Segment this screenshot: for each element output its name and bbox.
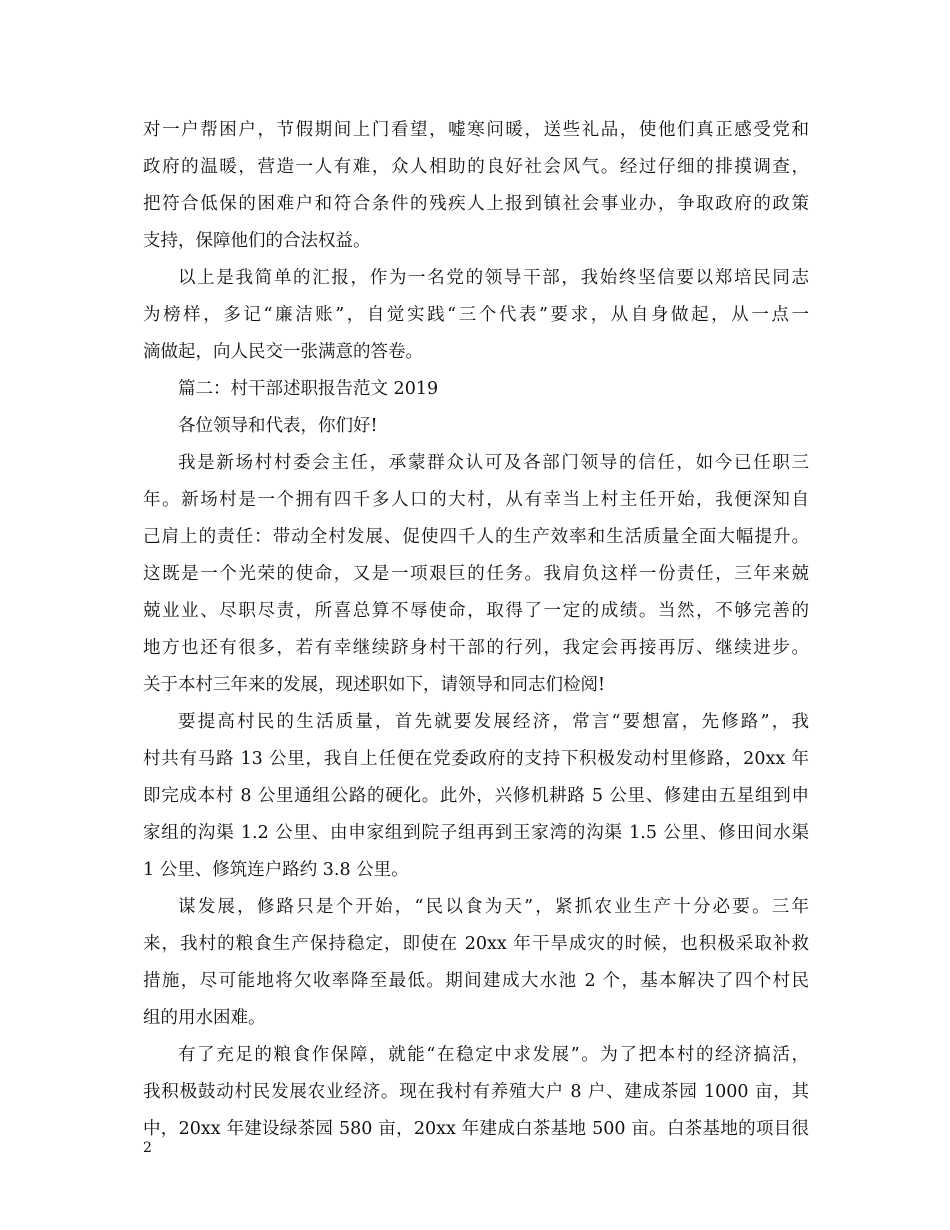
- text-line: 我积极鼓动村民发展农业经济。现在我村有养殖大户 8 户、建成茶园 1000 亩，其: [143, 1082, 809, 1102]
- text-line: 关于本村三年来的发展，现述职如下，请领导和同志们检阅!: [143, 675, 606, 695]
- text-line: 村共有马路 13 公里，我自上任便在党委政府的支持下积极发动村里修路，20xx 年: [143, 749, 809, 769]
- page-number: 2: [143, 1140, 152, 1156]
- text-line: 即完成本村 8 公里通组公路的硬化。此外，兴修机耕路 5 公里、修建由五星组到申: [143, 786, 809, 806]
- text-line: 中，20xx 年建设绿茶园 580 亩，20xx 年建成白茶基地 500 亩。白茶基地的项目很: [143, 1119, 809, 1139]
- text-line: 己肩上的责任：带动全村发展、促使四千人的生产效率和生活质量全面大幅提升。: [143, 527, 809, 547]
- text-line: 为榜样，多记“廉洁账”，自觉实践“三个代表”要求，从自身做起，从一点一: [143, 305, 809, 325]
- text-line: 组的用水困难。: [143, 1008, 266, 1028]
- text-line: 兢业业、尽职尽责，所喜总算不辱使命，取得了一定的成绩。当然，不够完善的: [143, 601, 809, 621]
- document-body: [143, 112, 809, 1148]
- text-line: 年。新场村是一个拥有四千多人口的大村，从有幸当上村主任开始，我便深知自: [143, 490, 809, 510]
- text-line: 措施，尽可能地将欠收率降至最低。期间建成大水池 2 个，基本解决了四个村民: [143, 971, 809, 991]
- text-line: 要提高村民的生活质量，首先就要发展经济，常言“要想富，先修路”，我: [178, 712, 809, 732]
- text-line: 这既是一个光荣的使命，又是一项艰巨的任务。我肩负这样一份责任，三年来兢: [143, 564, 809, 584]
- salutation: 各位领导和代表，你们好!: [178, 416, 378, 436]
- text-line: 滴做起，向人民交一张满意的答卷。: [143, 342, 423, 362]
- text-line: 对一户帮困户，节假期间上门看望，嘘寒问暖，送些礼品，使他们真正感受党和: [143, 120, 809, 140]
- section-heading: 篇二：村干部述职报告范文 2019: [178, 379, 439, 399]
- text-line: 地方也还有很多，若有幸继续跻身村干部的行列，我定会再接再厉、继续进步。: [143, 638, 809, 658]
- text-line: 我是新场村村委会主任，承蒙群众认可及各部门领导的信任，如今已任职三: [178, 453, 809, 473]
- text-line: 政府的温暖，营造一人有难，众人相助的良好社会风气。经过仔细的排摸调查，: [143, 157, 809, 177]
- text-line: 1 公里、修筑连户路约 3.8 公里。: [143, 860, 409, 880]
- text-line: 谋发展，修路只是个开始，“民以食为天”，紧抓农业生产十分必要。三年: [178, 897, 809, 917]
- text-line: 家组的沟渠 1.2 公里、由申家组到院子组再到王家湾的沟渠 1.5 公里、修田间水渠: [143, 823, 809, 843]
- text-line: 来，我村的粮食生产保持稳定，即使在 20xx 年干旱成灾的时候，也积极采取补救: [143, 934, 809, 954]
- text-line: 有了充足的粮食作保障，就能“在稳定中求发展”。为了把本村的经济搞活，: [178, 1045, 809, 1065]
- text-line: 支持，保障他们的合法权益。: [143, 231, 371, 251]
- text-line: 以上是我简单的汇报，作为一名党的领导干部，我始终坚信要以郑培民同志: [178, 268, 809, 288]
- text-line: 把符合低保的困难户和符合条件的残疾人上报到镇社会事业办，争取政府的政策: [143, 194, 809, 214]
